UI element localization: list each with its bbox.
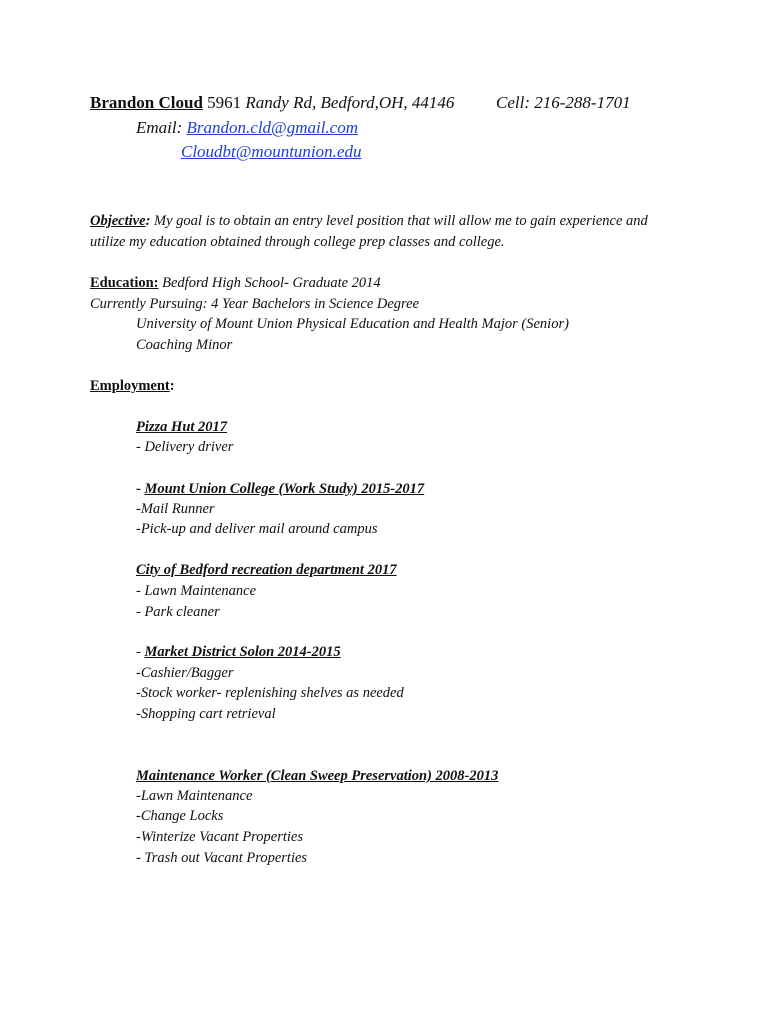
education-minor: Coaching Minor <box>136 337 233 353</box>
email-line-2 <box>181 141 361 163</box>
job-title: City of Bedford recreation department 2017 <box>136 562 397 578</box>
job-duty: -Change Locks <box>136 808 224 824</box>
objective-heading: Objective <box>90 213 146 229</box>
job-title: Pizza Hut 2017 <box>136 419 228 435</box>
employment-colon: : <box>169 378 175 394</box>
objective-colon: : <box>145 213 151 229</box>
objective-line-1 <box>90 212 648 230</box>
job-title-line <box>136 480 424 498</box>
job-duty: -Cashier/Bagger <box>136 665 234 681</box>
job-duty: -Lawn Maintenance <box>136 788 253 804</box>
education-school: Bedford High School- Graduate 2014 <box>162 275 381 291</box>
job-title-line <box>136 643 341 661</box>
job-title: Maintenance Worker (Clean Sweep Preservation) 2008-2013 <box>136 768 499 784</box>
employment-line <box>90 377 175 395</box>
education-line-1 <box>90 274 381 292</box>
contact-header-line <box>90 92 454 114</box>
objective-text-1: My goal is to obtain an entry level position that will allow me to gain experience and <box>154 213 648 229</box>
job-duty: -Stock worker- replenishing shelves as needed <box>136 685 404 701</box>
job-title: Mount Union College (Work Study) 2015-2017 <box>144 481 425 497</box>
job-title-line <box>136 561 397 579</box>
job-title-line <box>136 767 498 785</box>
job-duty: -Pick-up and deliver mail around campus <box>136 521 378 537</box>
job-prefix: - <box>136 644 145 660</box>
cell-phone <box>496 92 631 114</box>
job-duty: - Lawn Maintenance <box>136 583 257 599</box>
cell-label: Cell: <box>496 93 530 112</box>
street-address: Randy Rd, Bedford,OH, 44146 <box>245 93 455 112</box>
cell-number: 216-288-1701 <box>534 93 631 112</box>
job-duty: -Winterize Vacant Properties <box>136 829 303 845</box>
employment-heading: Employment <box>90 378 170 394</box>
email-label: Email: <box>136 118 183 137</box>
education-university: University of Mount Union Physical Education and Health Major (Senior) <box>136 316 569 332</box>
job-duty: - Trash out Vacant Properties <box>136 850 308 866</box>
email-link-gmail[interactable]: Brandon.cld@gmail.com <box>186 118 358 137</box>
job-prefix: - <box>136 481 145 497</box>
job-title: Market District Solon 2014-2015 <box>144 644 341 660</box>
email-link-mountunion[interactable]: Cloudbt@mountunion.edu <box>181 142 362 161</box>
job-duty: -Shopping cart retrieval <box>136 706 276 722</box>
street-number: 5961 <box>207 93 242 112</box>
applicant-name: Brandon Cloud <box>90 93 203 112</box>
job-title-line <box>136 418 227 436</box>
job-duty: - Park cleaner <box>136 604 220 620</box>
job-duty: - Delivery driver <box>136 439 234 455</box>
email-line <box>136 117 358 139</box>
education-pursuing: Currently Pursuing: 4 Year Bachelors in Science Degree <box>90 296 420 312</box>
job-duty: -Mail Runner <box>136 501 215 517</box>
education-heading: Education: <box>90 275 159 291</box>
objective-line-2: utilize my education obtained through college prep classes and college. <box>90 234 505 250</box>
